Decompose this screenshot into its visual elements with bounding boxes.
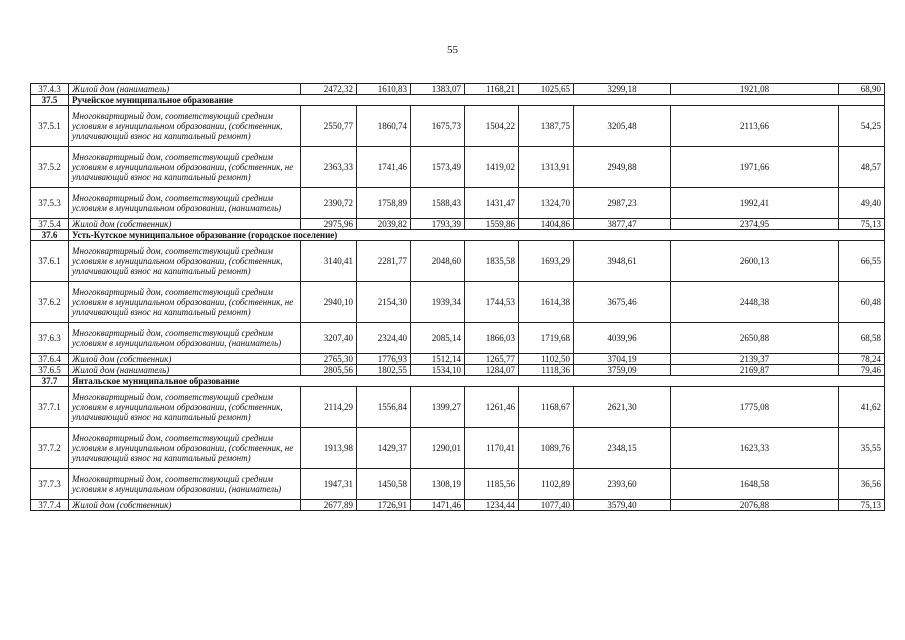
row-code: 37.7.2 (31, 428, 69, 469)
value-cell: 3579,40 (574, 500, 671, 511)
value-cell: 1118,36 (519, 365, 574, 376)
row-code: 37.6.2 (31, 282, 69, 323)
value-cell: 1860,74 (357, 106, 411, 147)
value-cell: 1921,08 (671, 84, 839, 95)
value-cell: 49,40 (839, 188, 885, 219)
value-cell: 3759,09 (574, 365, 671, 376)
value-cell: 1793,39 (411, 219, 465, 230)
table-row (31, 106, 885, 147)
value-cell: 2550,77 (301, 106, 357, 147)
value-cell: 2987,23 (574, 188, 671, 219)
row-description: Многоквартирный дом, соответствующий средним условиям в муниципальном образовании, (наниматель) (69, 188, 301, 219)
value-cell: 54,25 (839, 106, 885, 147)
value-cell: 2139,37 (671, 354, 839, 365)
value-cell: 68,90 (839, 84, 885, 95)
value-cell: 1939,34 (411, 282, 465, 323)
row-code: 37.5.4 (31, 219, 69, 230)
value-cell: 3948,61 (574, 241, 671, 282)
value-cell: 78,24 (839, 354, 885, 365)
row-code: 37.5.3 (31, 188, 69, 219)
table-row (31, 219, 885, 230)
value-cell: 2085,14 (411, 323, 465, 354)
table-row (31, 428, 885, 469)
value-cell: 2448,38 (671, 282, 839, 323)
row-code: 37.6.4 (31, 354, 69, 365)
table-row (31, 500, 885, 511)
value-cell: 1971,66 (671, 147, 839, 188)
row-code: 37.7.1 (31, 387, 69, 428)
row-description: Жилой дом (собственник) (69, 500, 301, 511)
table-row (31, 282, 885, 323)
value-cell: 1504,22 (465, 106, 519, 147)
value-cell: 35,55 (839, 428, 885, 469)
value-cell: 1313,91 (519, 147, 574, 188)
row-code: 37.4.3 (31, 84, 69, 95)
value-cell: 1404,86 (519, 219, 574, 230)
value-cell: 2114,29 (301, 387, 357, 428)
value-cell: 1719,68 (519, 323, 574, 354)
table-row (31, 387, 885, 428)
value-cell: 1429,37 (357, 428, 411, 469)
section-row (31, 230, 885, 241)
row-code: 37.5.1 (31, 106, 69, 147)
row-code: 37.7.4 (31, 500, 69, 511)
value-cell: 1185,56 (465, 469, 519, 500)
section-code: 37.5 (31, 95, 69, 106)
value-cell: 2677,89 (301, 500, 357, 511)
value-cell: 1744,53 (465, 282, 519, 323)
row-description: Жилой дом (наниматель) (69, 365, 301, 376)
value-cell: 1512,14 (411, 354, 465, 365)
value-cell: 2048,60 (411, 241, 465, 282)
row-description: Многоквартирный дом, соответствующий средним условиям в муниципальном образовании, (собственник, уплачивающий взнос на капитальный ремонт) (69, 387, 301, 428)
value-cell: 1573,49 (411, 147, 465, 188)
value-cell: 1726,91 (357, 500, 411, 511)
value-cell: 2169,87 (671, 365, 839, 376)
row-description: Многоквартирный дом, соответствующий средним условиям в муниципальном образовании, (собственник, не уплачивающий взнос на капитальный ремонт) (69, 147, 301, 188)
row-description: Многоквартирный дом, соответствующий средним условиям в муниципальном образовании, (собственник, уплачивающий взнос на капитальный ремонт) (69, 106, 301, 147)
value-cell: 1556,84 (357, 387, 411, 428)
value-cell: 3877,47 (574, 219, 671, 230)
value-cell: 1387,75 (519, 106, 574, 147)
value-cell: 2374,95 (671, 219, 839, 230)
value-cell: 1168,67 (519, 387, 574, 428)
table-row (31, 241, 885, 282)
value-cell: 3140,41 (301, 241, 357, 282)
row-description: Многоквартирный дом, соответствующий средним условиям в муниципальном образовании, (собственник, не уплачивающий взнос на капитальный ремонт) (69, 428, 301, 469)
table-row (31, 323, 885, 354)
row-description: Многоквартирный дом, соответствующий средним условиям в муниципальном образовании, (наниматель) (69, 469, 301, 500)
value-cell: 2650,88 (671, 323, 839, 354)
row-code: 37.7.3 (31, 469, 69, 500)
page-number: 55 (447, 44, 458, 56)
value-cell: 1025,65 (519, 84, 574, 95)
value-cell: 1089,76 (519, 428, 574, 469)
value-cell: 75,13 (839, 219, 885, 230)
value-cell: 1170,41 (465, 428, 519, 469)
value-cell: 2393,60 (574, 469, 671, 500)
value-cell: 1866,03 (465, 323, 519, 354)
value-cell: 1534,10 (411, 365, 465, 376)
table-body (31, 84, 885, 511)
value-cell: 2039,82 (357, 219, 411, 230)
value-cell: 2324,40 (357, 323, 411, 354)
row-description: Жилой дом (собственник) (69, 354, 301, 365)
value-cell: 1559,86 (465, 219, 519, 230)
value-cell: 1741,46 (357, 147, 411, 188)
value-cell: 41,62 (839, 387, 885, 428)
row-code: 37.6.1 (31, 241, 69, 282)
value-cell: 2949,88 (574, 147, 671, 188)
value-cell: 75,13 (839, 500, 885, 511)
value-cell: 3299,18 (574, 84, 671, 95)
row-code: 37.5.2 (31, 147, 69, 188)
row-description: Многоквартирный дом, соответствующий средним условиям в муниципальном образовании, (собственник, уплачивающий взнос на капитальный ремонт) (69, 241, 301, 282)
value-cell: 1399,27 (411, 387, 465, 428)
value-cell: 1168,21 (465, 84, 519, 95)
value-cell: 2472,32 (301, 84, 357, 95)
value-cell: 1102,50 (519, 354, 574, 365)
section-title: Усть-Кутское муниципальное образование (городское поселение) (69, 230, 885, 241)
row-code: 37.6.5 (31, 365, 69, 376)
value-cell: 1675,73 (411, 106, 465, 147)
value-cell: 1308,19 (411, 469, 465, 500)
section-row (31, 376, 885, 387)
value-cell: 2765,30 (301, 354, 357, 365)
value-cell: 1077,40 (519, 500, 574, 511)
value-cell: 1802,55 (357, 365, 411, 376)
value-cell: 2363,33 (301, 147, 357, 188)
value-cell: 1234,44 (465, 500, 519, 511)
value-cell: 1776,93 (357, 354, 411, 365)
value-cell: 1610,83 (357, 84, 411, 95)
value-cell: 1471,46 (411, 500, 465, 511)
table-row (31, 147, 885, 188)
value-cell: 1419,02 (465, 147, 519, 188)
row-code: 37.6.3 (31, 323, 69, 354)
value-cell: 3207,40 (301, 323, 357, 354)
value-cell: 1623,33 (671, 428, 839, 469)
value-cell: 79,46 (839, 365, 885, 376)
value-cell: 1324,70 (519, 188, 574, 219)
table-row (31, 84, 885, 95)
value-cell: 2154,30 (357, 282, 411, 323)
value-cell: 1102,89 (519, 469, 574, 500)
value-cell: 1265,77 (465, 354, 519, 365)
value-cell: 36,56 (839, 469, 885, 500)
value-cell: 2113,66 (671, 106, 839, 147)
value-cell: 1614,38 (519, 282, 574, 323)
value-cell: 3704,19 (574, 354, 671, 365)
section-code: 37.6 (31, 230, 69, 241)
row-description: Жилой дом (наниматель) (69, 84, 301, 95)
value-cell: 2390,72 (301, 188, 357, 219)
section-code: 37.7 (31, 376, 69, 387)
value-cell: 2076,88 (671, 500, 839, 511)
section-title: Янтальское муниципальное образование (69, 376, 885, 387)
value-cell: 1290,01 (411, 428, 465, 469)
value-cell: 2600,13 (671, 241, 839, 282)
value-cell: 3205,48 (574, 106, 671, 147)
table-row (31, 469, 885, 500)
value-cell: 48,57 (839, 147, 885, 188)
value-cell: 66,55 (839, 241, 885, 282)
section-title: Ручейское муниципальное образование (69, 95, 885, 106)
value-cell: 1261,46 (465, 387, 519, 428)
value-cell: 1450,58 (357, 469, 411, 500)
value-cell: 1913,98 (301, 428, 357, 469)
value-cell: 1835,58 (465, 241, 519, 282)
value-cell: 1992,41 (671, 188, 839, 219)
row-description: Жилой дом (собственник) (69, 219, 301, 230)
row-description: Многоквартирный дом, соответствующий средним условиям в муниципальном образовании, (собственник, не уплачивающий взнос на капитальный ремонт) (69, 282, 301, 323)
value-cell: 2805,56 (301, 365, 357, 376)
value-cell: 2281,77 (357, 241, 411, 282)
table-row (31, 365, 885, 376)
row-description: Многоквартирный дом, соответствующий средним условиям в муниципальном образовании, (наниматель) (69, 323, 301, 354)
value-cell: 4039,96 (574, 323, 671, 354)
value-cell: 1775,08 (671, 387, 839, 428)
table-row (31, 354, 885, 365)
value-cell: 1947,31 (301, 469, 357, 500)
value-cell: 1693,29 (519, 241, 574, 282)
value-cell: 60,48 (839, 282, 885, 323)
value-cell: 1284,07 (465, 365, 519, 376)
value-cell: 1588,43 (411, 188, 465, 219)
value-cell: 1758,89 (357, 188, 411, 219)
value-cell: 2975,96 (301, 219, 357, 230)
value-cell: 2348,15 (574, 428, 671, 469)
value-cell: 1648,58 (671, 469, 839, 500)
value-cell: 2621,30 (574, 387, 671, 428)
value-cell: 1383,07 (411, 84, 465, 95)
value-cell: 3675,46 (574, 282, 671, 323)
section-row (31, 95, 885, 106)
value-cell: 1431,47 (465, 188, 519, 219)
value-cell: 68,58 (839, 323, 885, 354)
value-cell: 2940,10 (301, 282, 357, 323)
tariff-table (30, 83, 885, 511)
table-row (31, 188, 885, 219)
